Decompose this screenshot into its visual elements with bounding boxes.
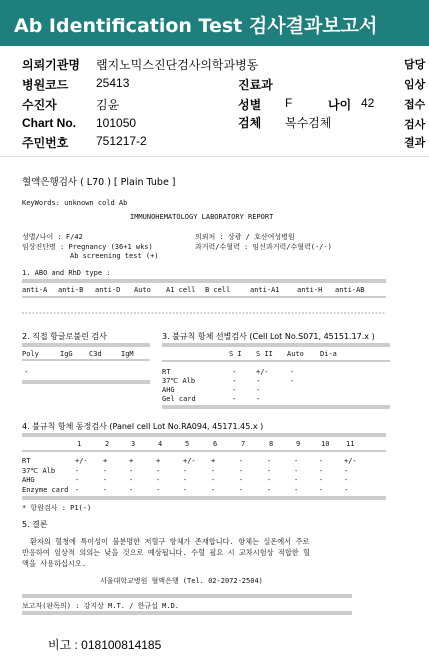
screen-row-label: RT — [162, 368, 171, 376]
recipient-value: 김윤 — [96, 98, 120, 112]
antibody-id-title: 4. 불규칙 항체 동정검사 (Panel cell Lot No.RA094, 45171.45.x ) — [22, 422, 264, 431]
abo-rhd-title: 1. ABO and RhD type : — [22, 269, 111, 277]
abo-col-header: anti-A — [22, 286, 48, 294]
panel-col-header: 9 — [296, 440, 301, 448]
abo-col-header: anti-A1 — [250, 286, 280, 294]
age-value: 42 — [361, 96, 375, 110]
panel-cell: - — [239, 457, 244, 465]
panel-cell: - — [267, 466, 272, 475]
panel-col-header: 4 — [158, 440, 163, 448]
abo-col-header: A1 cell — [166, 286, 196, 294]
transfusion-history: 과거력/수혈력 : 임신과거력/수혈력(-/-) — [195, 243, 332, 251]
dat-col-header: C3d — [89, 350, 102, 358]
lab-report-title: IMMUNOHEMATOLOGY LABORATORY REPORT — [130, 213, 274, 221]
reporter-line: 보고자(판독의) : 강지상 M.T. / 한규섭 M.D. — [22, 602, 180, 610]
screen-row-label: 37℃ Alb — [162, 377, 196, 385]
hospital-code-value: 25413 — [96, 76, 130, 90]
dat-col-header: IgM — [121, 350, 134, 358]
panel-cell: - — [319, 476, 324, 484]
dept-label: 진료과 — [238, 78, 273, 92]
recipient-label: 수진자 — [22, 98, 57, 112]
panel-col-header: 5 — [185, 440, 190, 448]
panel-cell: - — [103, 476, 108, 484]
conclusion-line-3: 액을 사용하십시오. — [22, 559, 87, 568]
panel-cell: - — [75, 485, 80, 494]
age-label: 나이 — [328, 98, 352, 112]
screen-cell: - — [232, 386, 237, 394]
abo-col-header: anti-D — [95, 286, 121, 294]
panel-cell: - — [183, 466, 188, 475]
panel-col-header: 11 — [346, 440, 355, 448]
edge-label-1: 담당 — [404, 59, 426, 71]
abo-col-header: B cell — [205, 286, 231, 294]
panel-cell: - — [267, 485, 272, 494]
panel-cell: - — [183, 476, 188, 484]
panel-cell: - — [267, 457, 272, 465]
panel-cell: - — [239, 485, 244, 494]
panel-cell: - — [129, 476, 134, 484]
panel-col-header: 10 — [321, 440, 330, 448]
panel-col-header: 3 — [131, 440, 136, 448]
panel-cell: - — [239, 466, 244, 475]
screen-cell: - — [256, 377, 261, 385]
panel-cell: - — [103, 485, 108, 494]
panel-cell: + — [129, 457, 134, 465]
panel-cell: - — [344, 466, 349, 475]
specimen-value: 복수검체 — [285, 116, 332, 130]
panel-cell: - — [75, 476, 80, 484]
screen-cell: - — [256, 395, 261, 403]
panel-cell: + — [156, 457, 161, 465]
screen-cell: +/- — [256, 368, 269, 376]
screen-row-label: AHG — [162, 386, 175, 394]
antigen-test-note: * 항원검사 : P1(-) — [22, 504, 92, 512]
screen-cell: - — [256, 386, 261, 394]
chart-no-label: Chart No. — [22, 116, 76, 130]
panel-cell: - — [211, 466, 216, 475]
screen-cell: - — [232, 395, 237, 403]
screen-cell: - — [290, 368, 295, 376]
panel-col-header: 7 — [241, 440, 246, 448]
antibody-screen-title: 3. 불규칙 항체 선별검사 (Cell Lot No.S071, 45151.17.x ) — [162, 332, 375, 341]
remarks-number: 비고 : 018100814185 — [48, 638, 162, 652]
report-section-title: 혈액은행검사 ( L70 ) [ Plain Tube ] — [22, 177, 176, 188]
panel-cell: +/- — [75, 457, 88, 465]
conclusion-title: 5. 결론 — [22, 520, 48, 529]
edge-label-4: 검사 — [404, 119, 426, 131]
panel-col-header: 6 — [213, 440, 218, 448]
rrn-label: 주민번호 — [22, 136, 69, 150]
panel-cell: + — [103, 457, 108, 465]
panel-cell: - — [239, 476, 244, 484]
screen-cell: - — [290, 377, 295, 385]
panel-cell: - — [156, 476, 161, 484]
edge-label-2: 임상 — [404, 79, 426, 91]
panel-row-label: Enzyme card — [22, 485, 69, 494]
ab-screening-note: Ab screening test (+) — [70, 252, 159, 260]
institution-label: 의뢰기관명 — [22, 58, 80, 72]
panel-cell: - — [129, 466, 134, 475]
panel-cell: + — [211, 457, 216, 465]
dat-col-header: IgG — [60, 350, 73, 358]
abo-col-header: anti-AB — [335, 286, 365, 294]
abo-col-header: anti-B — [58, 286, 84, 294]
hospital-contact: 서울대학교병원 혈액은행 (Tel. 02-2072-2504) — [100, 577, 263, 585]
abo-col-header: anti-H — [297, 286, 323, 294]
panel-cell: - — [344, 476, 349, 484]
panel-cell: +/- — [183, 457, 196, 465]
screen-row-label: Gel card — [162, 395, 196, 403]
panel-cell: - — [319, 466, 324, 475]
panel-row-label: AHG — [22, 476, 35, 484]
hospital-code-label: 병원코드 — [22, 78, 69, 92]
edge-label-5: 결과 — [404, 137, 426, 149]
screen-col-header: S I — [229, 350, 242, 358]
panel-cell: - — [75, 466, 80, 475]
sex-label: 성별 — [238, 98, 262, 112]
panel-col-header: 2 — [105, 440, 110, 448]
panel-col-header: 1 — [77, 440, 82, 448]
panel-cell: - — [211, 476, 216, 484]
conclusion-line-1: 환자의 혈청에 특이성이 불분명한 저혈구 항체가 존재합니다. 항체는 실온에서 주로 — [30, 537, 310, 546]
specimen-label: 검체 — [238, 116, 262, 130]
referring-clinic: 의뢰처 : 상광 / 호산여성병원 — [195, 233, 295, 241]
screen-col-header: Auto — [287, 350, 304, 358]
edge-label-3: 접수 — [404, 99, 426, 111]
sex-value: F — [285, 96, 293, 110]
panel-cell: - — [183, 485, 188, 494]
panel-cell: - — [103, 466, 108, 475]
institution-value: 랩지노믹스진단검사의학과병동 — [96, 58, 259, 72]
panel-cell: - — [294, 485, 299, 494]
panel-cell: - — [156, 485, 161, 494]
conclusion-line-2: 반응하여 임상적 의의는 낮을 것으로 예상됩니다. 수혈 필요 시 교차시험상 적합한 혈 — [22, 548, 310, 557]
abo-col-header: Auto — [134, 286, 151, 294]
screen-col-header: Di-a — [320, 350, 337, 358]
panel-cell: - — [211, 485, 216, 494]
panel-cell: - — [267, 476, 272, 484]
dat-title: 2. 직접 항글로불린 검사 — [22, 332, 107, 341]
panel-cell: - — [319, 485, 324, 494]
panel-cell: - — [294, 466, 299, 475]
panel-row-label: 37℃ Alb — [22, 466, 56, 475]
panel-cell: - — [294, 476, 299, 484]
screen-cell: - — [232, 377, 237, 385]
panel-cell: +/- — [344, 457, 357, 465]
panel-col-header: 8 — [269, 440, 274, 448]
panel-row-label: RT — [22, 457, 31, 465]
rrn-value: 751217-2 — [96, 134, 147, 148]
screen-cell: - — [232, 368, 237, 376]
chart-no-value: 101050 — [96, 116, 137, 130]
patient-sex-age: 성별/나이 : F/42 — [22, 233, 83, 241]
clinical-diagnosis: 임상진단명 : Pregnancy (36+1 wks) — [22, 243, 153, 251]
panel-cell: - — [344, 485, 349, 494]
report-title: Ab Identification Test 검사결과보고서 — [14, 15, 378, 37]
panel-cell: - — [294, 457, 299, 465]
panel-cell: - — [319, 457, 324, 465]
panel-cell: - — [156, 466, 161, 475]
screen-col-header: S II — [256, 350, 273, 358]
dat-value: - — [24, 368, 29, 376]
keywords: KeyWords: unknown cold Ab — [22, 199, 128, 207]
panel-cell: - — [129, 485, 134, 494]
dat-col-header: Poly — [22, 350, 39, 358]
